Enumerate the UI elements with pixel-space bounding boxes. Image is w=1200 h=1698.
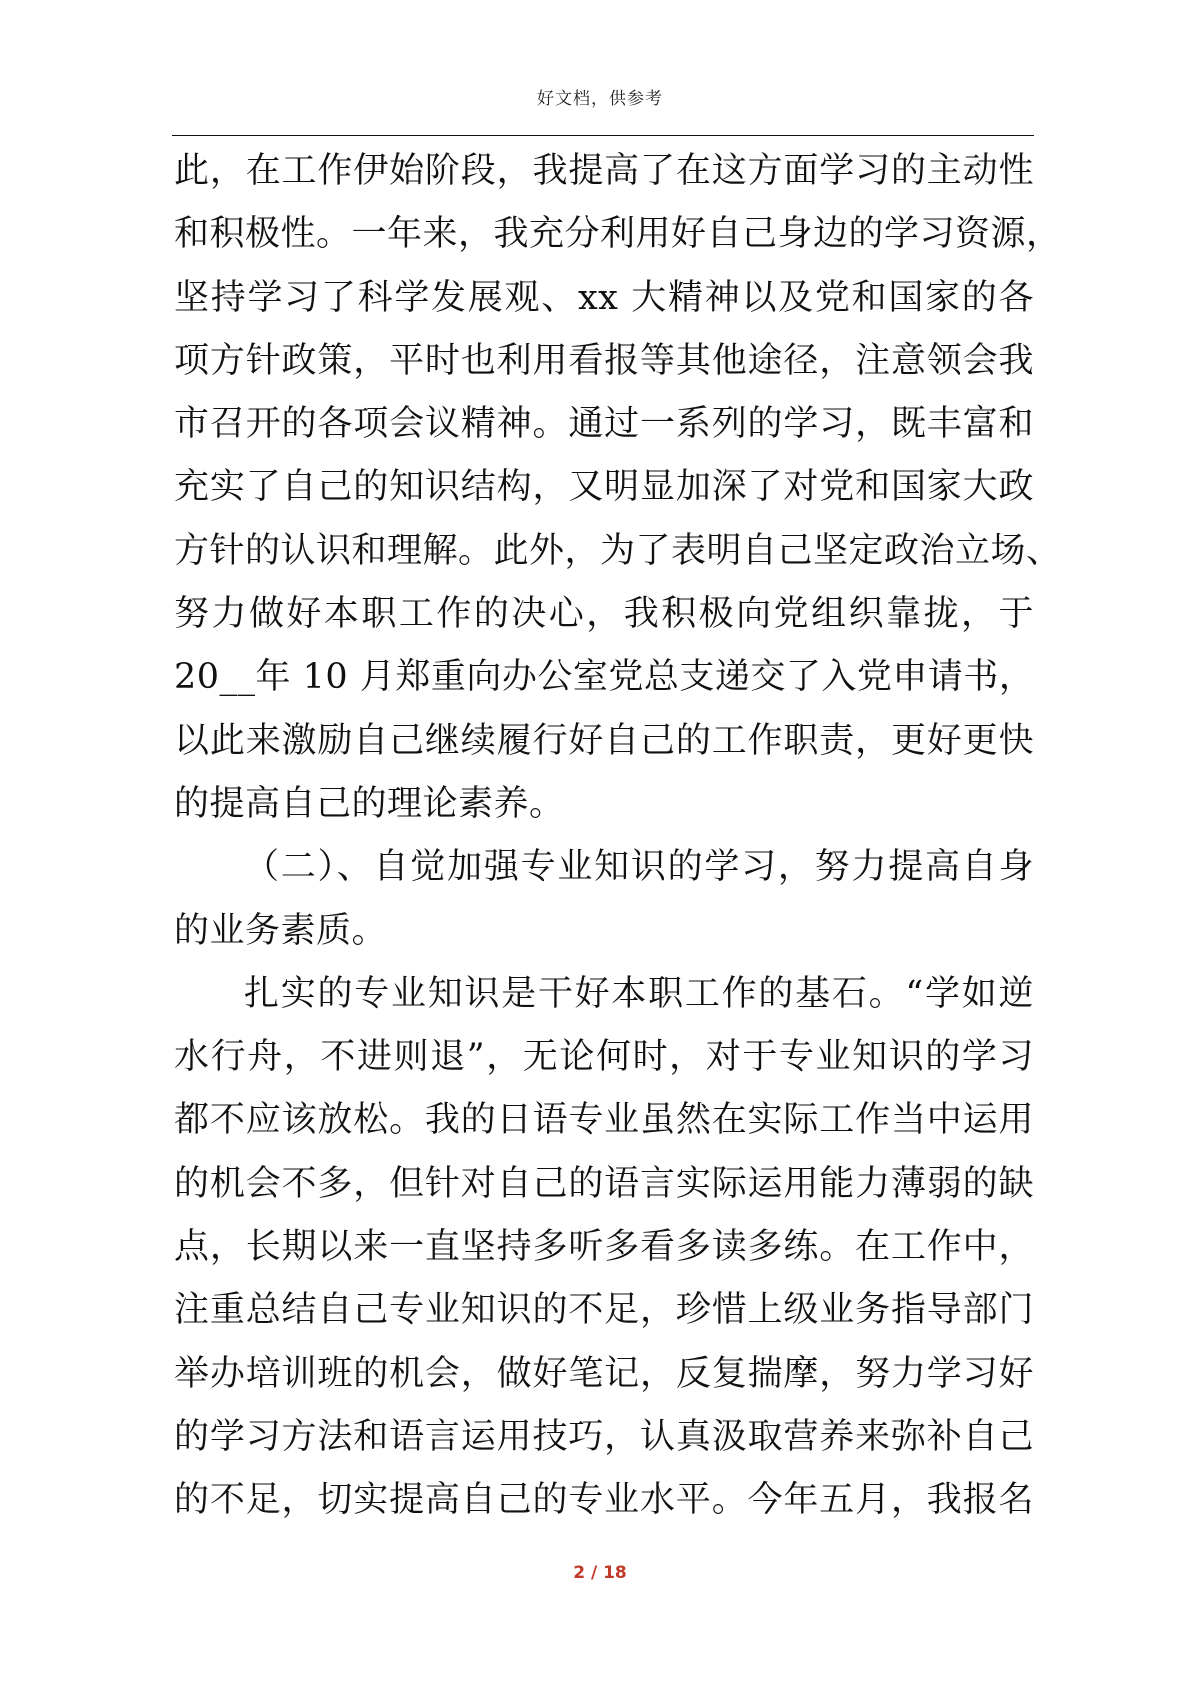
text-line: 都不应该放松。我的日语专业虽然在实际工作当中运用	[174, 1100, 1034, 1141]
text-line: 扎实的专业知识是干好本职工作的基石。“学如逆	[244, 973, 1034, 1014]
text-line: 的不足，切实提高自己的专业水平。今年五月，我报名	[174, 1480, 1034, 1521]
text-line: 举办培训班的机会，做好笔记，反复揣摩，努力学习好	[174, 1353, 1034, 1394]
text-line: 方针的认识和理解。此外，为了表明自己坚定政治立场、	[174, 530, 1062, 571]
text-line: 坚持学习了科学发展观、xx 大精神以及党和国家的各	[174, 277, 1034, 318]
text-line: 的提高自己的理论素养。	[174, 783, 565, 824]
text-line: 以此来激励自己继续履行好自己的工作职责，更好更快	[174, 720, 1034, 761]
text-line: 市召开的各项会议精神。通过一系列的学习，既丰富和	[174, 404, 1034, 445]
section-heading-line: 的业务素质。	[174, 910, 388, 951]
header-rule	[172, 135, 1034, 136]
text-line: 项方针政策，平时也利用看报等其他途径，注意领会我	[174, 340, 1034, 381]
text-line: 努力做好本职工作的决心，我积极向党组织靠拢，于	[174, 594, 1034, 635]
page-number: 2 / 18	[573, 1563, 627, 1583]
text-line: 和积极性。一年来，我充分利用好自己身边的学习资源，	[174, 214, 1062, 255]
section-heading-line: （二）、自觉加强专业知识的学习，努力提高自身	[244, 847, 1034, 888]
document-body	[174, 140, 1062, 1533]
text-line: 的机会不多，但针对自己的语言实际运用能力薄弱的缺	[174, 1163, 1034, 1204]
text-line: 20__年 10 月郑重向办公室党总支递交了入党申请书，	[174, 657, 1035, 698]
page-header: 好文档，供参考	[537, 89, 663, 109]
text-line: 的学习方法和语言运用技巧，认真汲取营养来弥补自己	[174, 1416, 1034, 1457]
text-line: 充实了自己的知识结构，又明显加深了对党和国家大政	[174, 467, 1034, 508]
text-line: 此，在工作伊始阶段，我提高了在这方面学习的主动性	[174, 151, 1034, 191]
text-line: 水行舟，不进则退”，无论何时，对于专业知识的学习	[174, 1037, 1034, 1078]
text-line: 注重总结自己专业知识的不足，珍惜上级业务指导部门	[174, 1290, 1034, 1331]
text-line: 点，长期以来一直坚持多听多看多读多练。在工作中，	[174, 1227, 1034, 1268]
